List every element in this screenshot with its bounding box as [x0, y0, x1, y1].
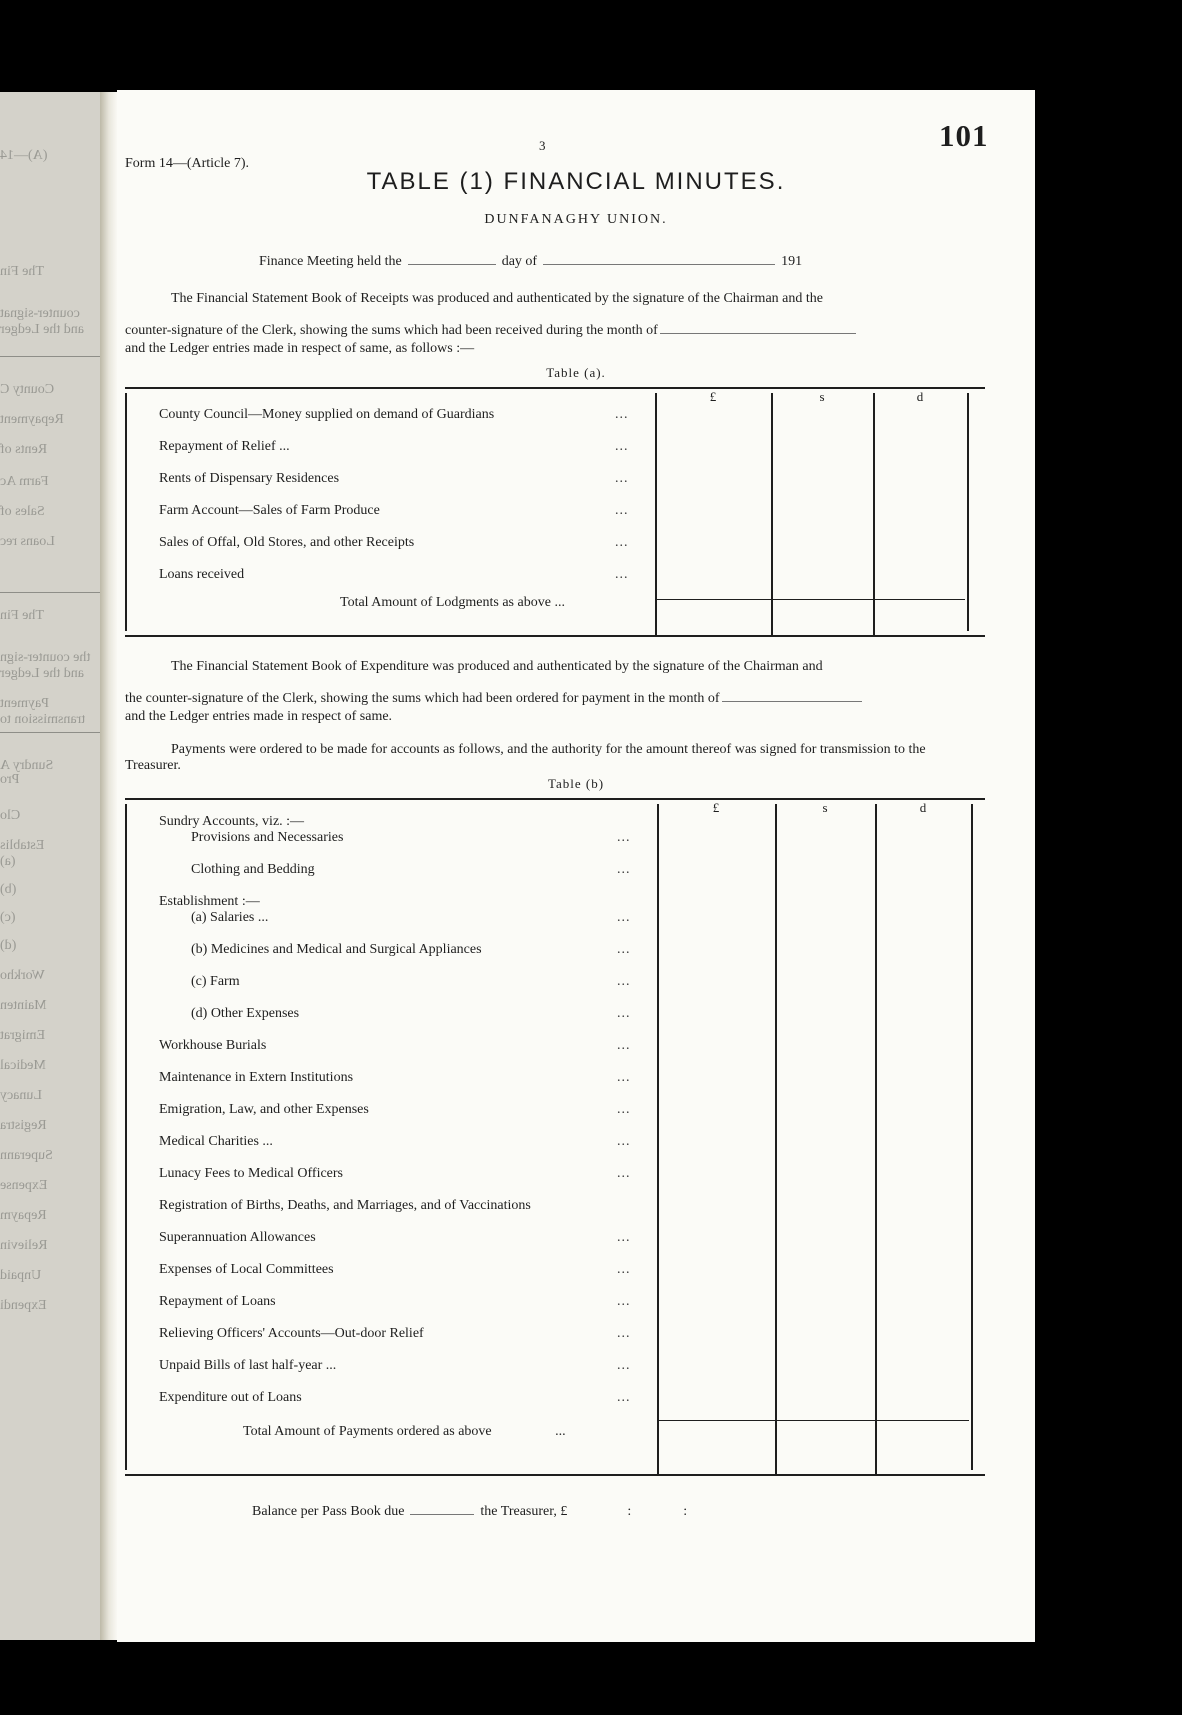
facing-page-text: Sundry A	[0, 758, 54, 773]
table-a-total-label: Total Amount of Lodgments as above ...	[340, 595, 565, 610]
facing-page-text: and the Ledger	[0, 666, 84, 681]
leader-dots: ...	[617, 1038, 631, 1053]
table-b-row: Emigration, Law, and other Expenses	[159, 1102, 369, 1117]
table-b-row: Expenses of Local Committees	[159, 1262, 334, 1277]
table-b-col-pence: d	[919, 800, 927, 815]
meeting-year: 191	[781, 254, 803, 269]
table-b-subrow: (a) Salaries ...	[191, 910, 269, 925]
leader-dots: ...	[617, 1006, 631, 1021]
table-b-subrow: Provisions and Necessaries	[191, 830, 344, 845]
facing-page-text: and the Ledger	[0, 322, 84, 337]
table-b-col-divider-3	[875, 804, 877, 1474]
facing-page-text: (a)	[0, 854, 16, 869]
facing-page-text: (d)	[0, 938, 17, 953]
facing-page-text: The Fin	[0, 264, 44, 279]
expenditure-statement-line2-text: the counter-signature of the Clerk, showing the sums which had been ordered for payment in the month of	[125, 691, 720, 706]
leader-dots: ...	[617, 1134, 631, 1149]
table-b-row: Relieving Officers' Accounts—Out-door Relief	[159, 1326, 424, 1341]
table-a-row: Farm Account—Sales of Farm Produce	[159, 503, 380, 518]
expenditure-month-blank	[722, 700, 862, 702]
table-b-row: Repayment of Loans	[159, 1294, 276, 1309]
facing-page-text: Rents of	[0, 442, 48, 457]
table-a-left-border	[125, 393, 127, 631]
table-b-row: Registration of Births, Deaths, and Marriages, and of Vaccinations	[159, 1198, 531, 1213]
table-b-subrow: (b) Medicines and Medical and Surgical Appliances	[191, 942, 482, 957]
table-b-total-label: Total Amount of Payments ordered as above ...	[243, 1424, 566, 1439]
leader-dots: ...	[617, 1070, 631, 1085]
table-a-row: Sales of Offal, Old Stores, and other Receipts	[159, 535, 415, 550]
leader-dots: ...	[615, 567, 629, 582]
receipts-month-blank	[660, 332, 856, 334]
facing-page-text: (c)	[0, 910, 16, 925]
facing-page-text: the counter-sign	[0, 650, 91, 665]
receipts-statement-line2	[125, 322, 981, 340]
table-b-subrow: (c) Farm	[191, 974, 240, 989]
union-name: DUNFANAGHY UNION.	[484, 212, 668, 227]
facing-page-text: Clo	[0, 808, 21, 823]
table-b-row: Establishment :—	[159, 894, 260, 909]
table-b-row: Sundry Accounts, viz. :—	[159, 814, 305, 829]
balance-line	[252, 1504, 687, 1520]
facing-page-text: County C	[0, 382, 55, 397]
balance-sep-1: :	[627, 1504, 632, 1519]
facing-page-text: Lunacy	[0, 1088, 42, 1103]
facing-page-text: Payment	[0, 696, 49, 711]
facing-page-text: Workho	[0, 968, 45, 983]
leader-dots: ...	[615, 407, 629, 422]
table-b-col-pounds: £	[712, 800, 720, 815]
facing-page-text: Expendi	[0, 1298, 47, 1313]
facing-page-text: Expense	[0, 1178, 48, 1193]
facing-page-text: (b)	[0, 882, 17, 897]
leader-dots: ...	[617, 1262, 631, 1277]
table-b-left-border	[125, 804, 127, 1470]
payments-note: Payments were ordered to be made for accounts as follows, and the authority for the amount thereof was signed for transmission to the Treasurer.	[125, 742, 926, 773]
facing-page-text: Sales of	[0, 504, 45, 519]
leader-dots: ...	[617, 862, 631, 877]
balance-prefix: Balance per Pass Book due	[252, 1504, 405, 1519]
facing-page-text: Medical	[0, 1058, 46, 1073]
receipts-statement-line3: and the Ledger entries made in respect of same, as follows :—	[125, 341, 475, 356]
table-b-row: Superannuation Allowances	[159, 1230, 316, 1245]
meeting-month-blank	[543, 263, 775, 265]
expenditure-statement-line1: The Financial Statement Book of Expenditure was produced and authenticated by the signature of the Chairman and	[171, 659, 823, 674]
table-a-right-border	[967, 393, 969, 631]
facing-page-rule	[0, 356, 100, 357]
leader-dots: ...	[615, 471, 629, 486]
balance-sep-2: :	[683, 1504, 688, 1519]
table-b-row: Lunacy Fees to Medical Officers	[159, 1166, 344, 1181]
facing-page-text: Relievin	[0, 1238, 48, 1253]
table-b-row: Maintenance in Extern Institutions	[159, 1070, 354, 1085]
page-title: TABLE (1) FINANCIAL MINUTES.	[366, 168, 786, 195]
leader-dots: ...	[615, 439, 629, 454]
table-b-caption: Table (b)	[547, 776, 605, 791]
table-b-col-shillings: s	[822, 800, 828, 815]
table-b-col-divider-2	[775, 804, 777, 1474]
meeting-prefix: Finance Meeting held the	[259, 254, 402, 269]
facing-page-text: Pro	[0, 772, 20, 787]
receipts-statement-line2-text: counter-signature of the Clerk, showing the sums which had been received during the month of	[125, 323, 658, 338]
facing-page-text: Mainten	[0, 998, 47, 1013]
facing-page-text: The Fin	[0, 608, 44, 623]
leader-dots: ...	[617, 1230, 631, 1245]
facing-page-text: Registra	[0, 1118, 47, 1133]
page-number: 101	[939, 118, 989, 153]
leader-dots: ...	[617, 830, 631, 845]
leader-dots: ...	[617, 910, 631, 925]
leader-dots: ...	[617, 974, 631, 989]
facing-page-text: Unpaid	[0, 1268, 42, 1283]
receipts-statement-line1: The Financial Statement Book of Receipts was produced and authenticated by the signature of the Chairman and the	[171, 291, 823, 306]
table-a-row: County Council—Money supplied on demand of Guardians	[159, 407, 495, 422]
table-b-right-border	[971, 804, 973, 1470]
document-page	[117, 90, 1035, 1642]
table-b-subrow: (d) Other Expenses	[191, 1006, 300, 1021]
table-a-row: Repayment of Relief ...	[159, 439, 290, 454]
leader-dots: ...	[617, 1390, 631, 1405]
facing-page-text: Repayment	[0, 412, 64, 427]
leader-dots: ...	[615, 535, 629, 550]
form-label: Form 14—(Article 7).	[125, 156, 250, 171]
facing-page-text: (A)—14	[0, 148, 48, 163]
facing-page	[0, 92, 104, 1640]
facing-page-text: Superann	[0, 1148, 53, 1163]
table-a	[125, 387, 985, 637]
leader-dots: ...	[615, 503, 629, 518]
balance-due-blank	[410, 1513, 474, 1515]
leader-dots: ...	[617, 1166, 631, 1181]
table-b-subrow: Clothing and Bedding	[191, 862, 315, 877]
facing-page-text: Establis	[0, 838, 45, 853]
table-a-row: Loans received	[159, 567, 245, 582]
leader-dots: ...	[617, 942, 631, 957]
sheet-number: 3	[539, 138, 546, 153]
meeting-day-of: day of	[501, 254, 538, 269]
expenditure-statement-line2	[125, 690, 981, 708]
leader-dots: ...	[617, 1102, 631, 1117]
facing-page-text: Farm Ac	[0, 474, 49, 489]
meeting-line	[259, 254, 802, 270]
table-b-row: Unpaid Bills of last half-year ...	[159, 1358, 337, 1373]
table-b	[125, 798, 985, 1476]
table-b-row: Expenditure out of Loans	[159, 1390, 302, 1405]
table-b-total-rule	[659, 1420, 969, 1421]
table-b-row: Medical Charities ...	[159, 1134, 273, 1149]
facing-page-text: Repaym	[0, 1208, 47, 1223]
table-a-total-rule	[657, 599, 965, 600]
leader-dots: ...	[617, 1358, 631, 1373]
facing-page-text: counter-signat	[0, 306, 80, 321]
meeting-day-blank	[408, 263, 496, 265]
facing-page-rule	[0, 592, 100, 593]
table-a-col-shillings: s	[819, 389, 825, 404]
facing-page-text: transmission to	[0, 712, 86, 727]
balance-treasurer: the Treasurer, £	[480, 1504, 568, 1519]
facing-page-text: Emigrat	[0, 1028, 46, 1043]
table-b-col-divider-1	[657, 804, 659, 1474]
table-a-caption: Table (a).	[546, 365, 606, 380]
book-gutter	[100, 92, 118, 1640]
leader-dots: ...	[617, 1326, 631, 1341]
leader-dots: ...	[617, 1294, 631, 1309]
expenditure-statement-line3: and the Ledger entries made in respect of same.	[125, 709, 393, 724]
table-a-row: Rents of Dispensary Residences	[159, 471, 340, 486]
table-a-col-pence: d	[916, 389, 924, 404]
facing-page-rule	[0, 732, 100, 733]
table-a-col-pounds: £	[709, 389, 717, 404]
facing-page-text: Loans rec	[0, 534, 55, 549]
table-b-row: Workhouse Burials	[159, 1038, 267, 1053]
